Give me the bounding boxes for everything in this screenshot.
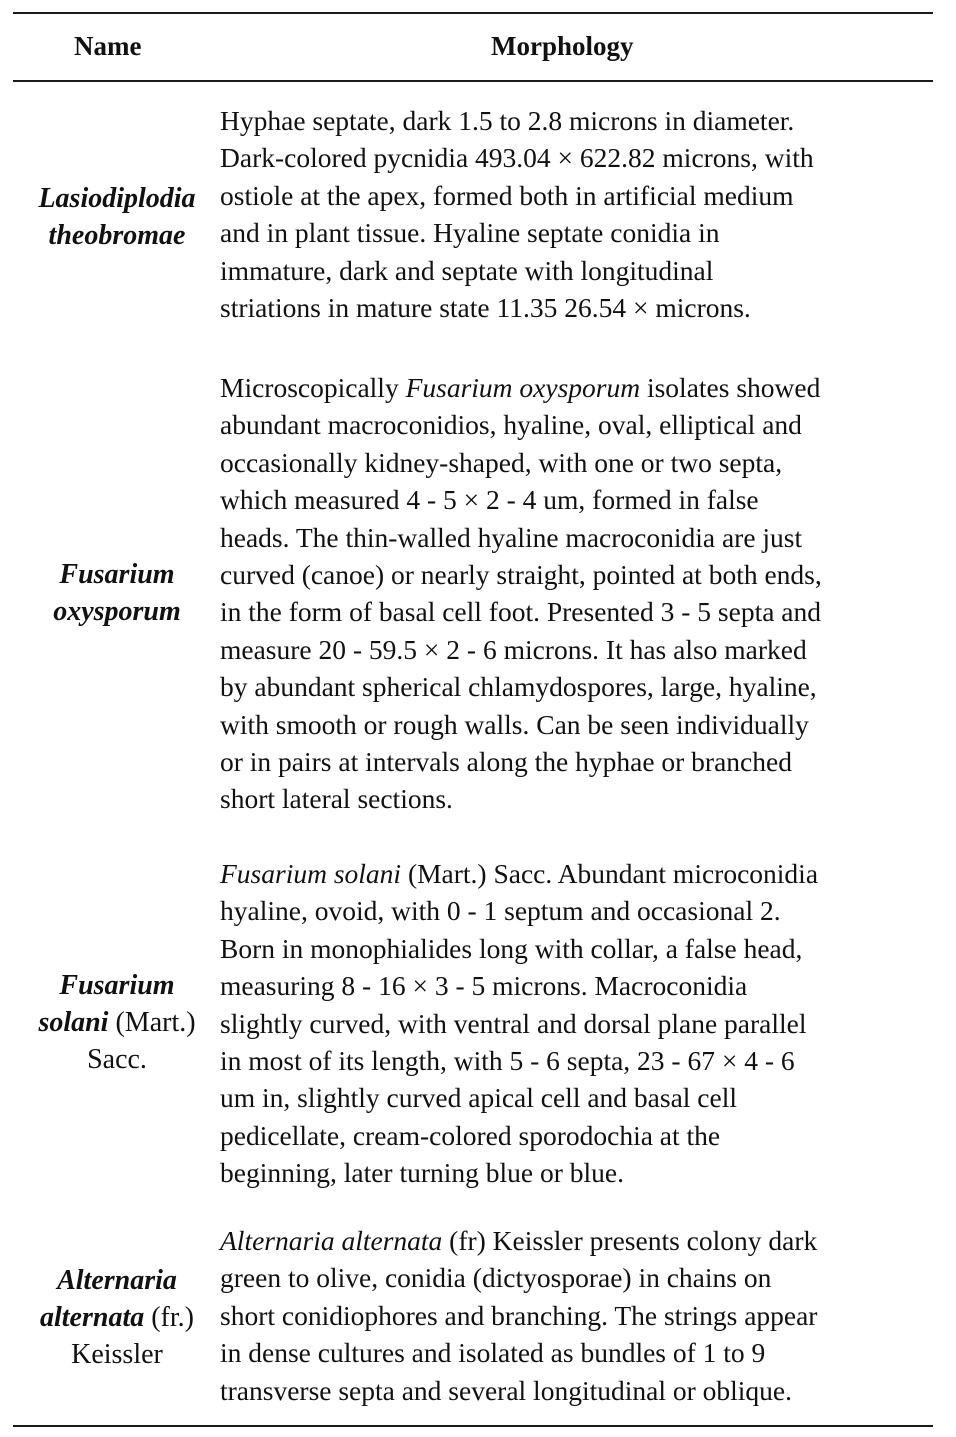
description-text: Microscopically (220, 372, 406, 403)
description-line: abundant macroconidios, hyaline, oval, elliptical and (220, 409, 802, 441)
description-line: with smooth or rough walls. Can be seen individually (220, 708, 809, 740)
description-line: immature, dark and septate with longitudinal (220, 254, 714, 286)
description-line (220, 369, 936, 406)
description-line: striations in mature state 11.35 26.54 × microns. (220, 292, 751, 324)
species-reference: Fusarium solani (220, 858, 402, 889)
species-authority: Sacc. (87, 1044, 147, 1075)
table-bottom-rule (13, 1425, 933, 1427)
description-line: ostiole at the apex, formed both in artificial medium (220, 179, 794, 211)
description-line (220, 855, 936, 892)
header-name: Name (74, 31, 142, 61)
description-line: occasionally kidney-shaped, with one or two septa, (220, 446, 783, 478)
species-reference: Fusarium oxysporum (405, 372, 641, 403)
species-authority-abbrev: (fr.) (144, 1302, 194, 1333)
description-line: which measured 4 - 5 × 2 - 4 um, formed in false (220, 484, 759, 516)
description-line: in the form of basal cell foot. Presented 3 - 5 septa and (220, 596, 821, 628)
header-bottom-rule (13, 80, 933, 82)
species-name-cell (20, 180, 214, 254)
species-authority-abbrev: (Mart.) (108, 1007, 196, 1038)
description-line: and in plant tissue. Hyaline septate conidia in (220, 217, 720, 249)
description-line: heads. The thin-walled hyaline macroconidia are just (220, 521, 803, 553)
table-top-rule (13, 12, 933, 14)
species-name-cell (20, 1262, 214, 1373)
genus-name: Fusarium (59, 559, 175, 590)
description-line: by abundant spherical chlamydospores, large, hyaline, (220, 671, 817, 703)
species-authority: Keissler (71, 1339, 163, 1370)
description-line: slightly curved, with ventral and dorsal plane parallel (220, 1007, 807, 1039)
genus-name: Alternaria (57, 1265, 177, 1296)
description-line: short lateral sections. (220, 783, 453, 815)
species-epithet: oxysporum (53, 596, 181, 627)
description-line: in dense cultures and isolated as bundles of 1 to 9 (220, 1337, 766, 1369)
description-line: Born in monophialides long with collar, a false head, (220, 932, 803, 964)
morphology-description (220, 102, 936, 326)
header-morphology: Morphology (491, 31, 634, 61)
description-line: beginning, later turning blue or blue. (220, 1157, 625, 1189)
species-epithet: theobromae (48, 220, 186, 251)
description-line: um in, slightly curved apical cell and basal cell (220, 1082, 737, 1114)
description-line: measure 20 - 59.5 × 2 - 6 microns. It has also marked (220, 633, 807, 665)
description-line: transverse septa and several longitudinal or oblique. (220, 1374, 792, 1406)
species-name-cell (20, 967, 214, 1078)
description-line: hyaline, ovoid, with 0 - 1 septum and occasional 2. (220, 895, 781, 927)
genus-name: Lasiodiplodia (38, 183, 196, 214)
description-line: pedicellate, cream-colored sporodochia at the (220, 1119, 721, 1151)
description-line: curved (canoe) or nearly straight, pointed at both ends, (220, 559, 822, 591)
species-epithet: solani (38, 1007, 109, 1038)
description-text: (fr) Keissler presents colony dark (442, 1225, 818, 1256)
description-line: in most of its length, with 5 - 6 septa, 23 - 67 × 4 - 6 (220, 1045, 795, 1077)
morphology-description (220, 855, 936, 1192)
description-line: or in pairs at intervals along the hyphae or branched (220, 746, 792, 778)
description-line: short conidiophores and branching. The strings appear (220, 1299, 818, 1331)
species-name-cell (20, 556, 214, 630)
description-line: Dark-colored pycnidia 493.04 × 622.82 microns, with (220, 142, 814, 174)
description-text: isolates showed (640, 372, 821, 403)
morphology-description (220, 369, 936, 818)
species-epithet: alternata (40, 1302, 145, 1333)
description-text: (Mart.) Sacc. Abundant microconidia (401, 858, 819, 889)
description-line: measuring 8 - 16 × 3 - 5 microns. Macroconidia (220, 970, 748, 1002)
genus-name: Fusarium (59, 970, 175, 1001)
description-line (220, 1222, 936, 1259)
morphology-description (220, 1222, 936, 1409)
description-line: Hyphae septate, dark 1.5 to 2.8 microns in diameter. (220, 105, 795, 136)
species-reference: Alternaria alternata (220, 1225, 443, 1256)
description-line: green to olive, conidia (dictyosporae) in chains on (220, 1262, 772, 1294)
